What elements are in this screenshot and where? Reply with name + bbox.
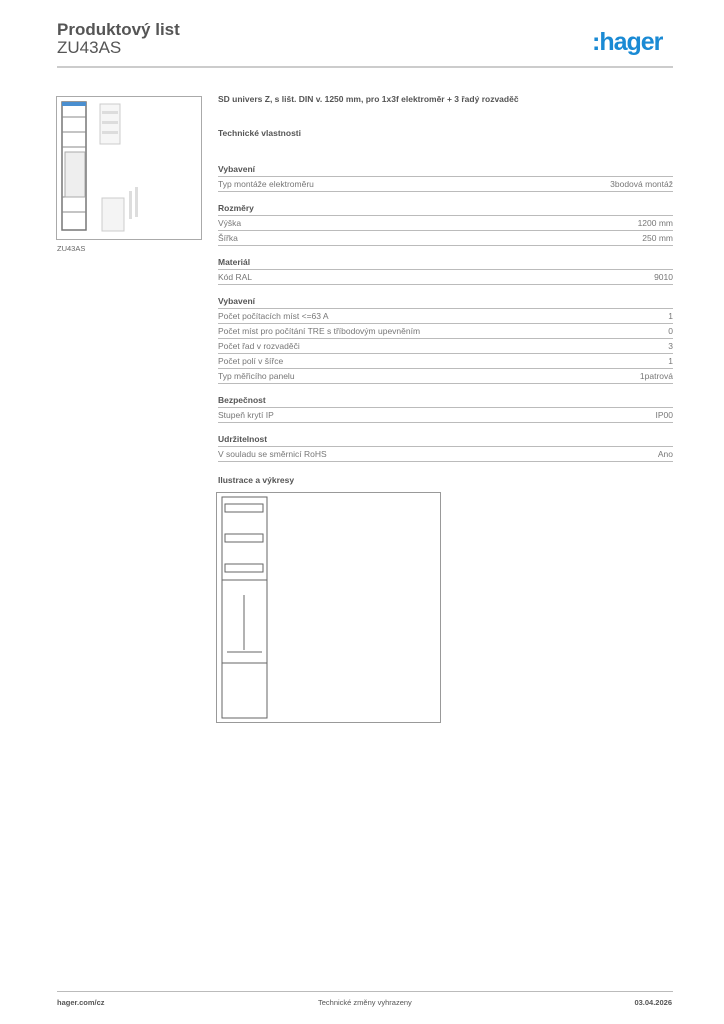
spec-row <box>218 447 673 462</box>
spec-label: Počet počítacích míst <=63 A <box>218 311 329 321</box>
spec-value: 250 mm <box>642 233 673 243</box>
spec-row <box>218 177 673 192</box>
header-divider <box>57 66 673 68</box>
section-heading: Vybavení <box>218 162 673 177</box>
spec-label: V souladu se směrnicí RoHS <box>218 449 327 459</box>
section-heading: Bezpečnost <box>218 393 673 408</box>
section-heading: Materiál <box>218 255 673 270</box>
spec-row <box>218 231 673 246</box>
spec-row <box>218 369 673 384</box>
footer-website[interactable]: hager.com/cz <box>57 998 105 1007</box>
spec-label: Šířka <box>218 233 238 243</box>
spec-section <box>218 393 673 423</box>
tech-heading: Technické vlastnosti <box>218 128 301 138</box>
spec-value: Ano <box>657 449 673 459</box>
spec-row <box>218 339 673 354</box>
spec-label: Počet míst pro počítání TRE s tříbodovým upevněním <box>218 326 421 336</box>
section-heading: Rozměry <box>218 201 673 216</box>
product-code: ZU43AS <box>57 38 122 57</box>
spec-value: 1 <box>668 356 673 366</box>
spec-row <box>218 354 673 369</box>
footer-divider <box>57 991 673 992</box>
spec-row <box>218 216 673 231</box>
spec-row <box>218 270 673 285</box>
hager-logo: :hager <box>592 28 663 56</box>
product-image <box>56 96 202 240</box>
technical-drawing <box>216 492 441 723</box>
spec-label: Typ montáže elektroměru <box>218 179 314 189</box>
spec-section <box>218 432 673 462</box>
section-heading: Vybavení <box>218 294 673 309</box>
spec-value: 1 <box>668 311 673 321</box>
footer-date: 03.04.2026 <box>634 998 672 1007</box>
spec-sections <box>218 162 673 462</box>
spec-label: Počet polí v šířce <box>218 356 284 366</box>
spec-content <box>218 94 673 485</box>
spec-value: 3 <box>668 341 673 351</box>
spec-section <box>218 255 673 285</box>
section-heading: Udržitelnost <box>218 432 673 447</box>
illustrations-heading: Ilustrace a výkresy <box>218 475 295 485</box>
spec-label: Typ měřicího panelu <box>218 371 295 381</box>
spec-label: Výška <box>218 218 242 228</box>
spec-section <box>218 201 673 246</box>
spec-label: Stupeň krytí IP <box>218 410 274 420</box>
spec-row <box>218 309 673 324</box>
spec-section <box>218 162 673 192</box>
spec-value: 1patrová <box>639 371 673 381</box>
product-description: SD univers Z, s lišt. DIN v. 1250 mm, pro 1x3f elektroměr + 3 řadý rozvaděč <box>218 94 519 104</box>
spec-value: IP00 <box>655 410 673 420</box>
page-title: Produktový list <box>57 20 180 39</box>
image-caption: ZU43AS <box>57 244 86 253</box>
footer-disclaimer: Technické změny vyhrazeny <box>318 998 412 1007</box>
spec-section <box>218 294 673 384</box>
spec-value: 3bodová montáž <box>610 179 673 189</box>
spec-row <box>218 408 673 423</box>
spec-value: 0 <box>668 326 673 336</box>
spec-value: 9010 <box>654 272 673 282</box>
spec-label: Kód RAL <box>218 272 253 282</box>
spec-row <box>218 324 673 339</box>
spec-label: Počet řad v rozvaděči <box>218 341 300 351</box>
spec-value: 1200 mm <box>637 218 673 228</box>
